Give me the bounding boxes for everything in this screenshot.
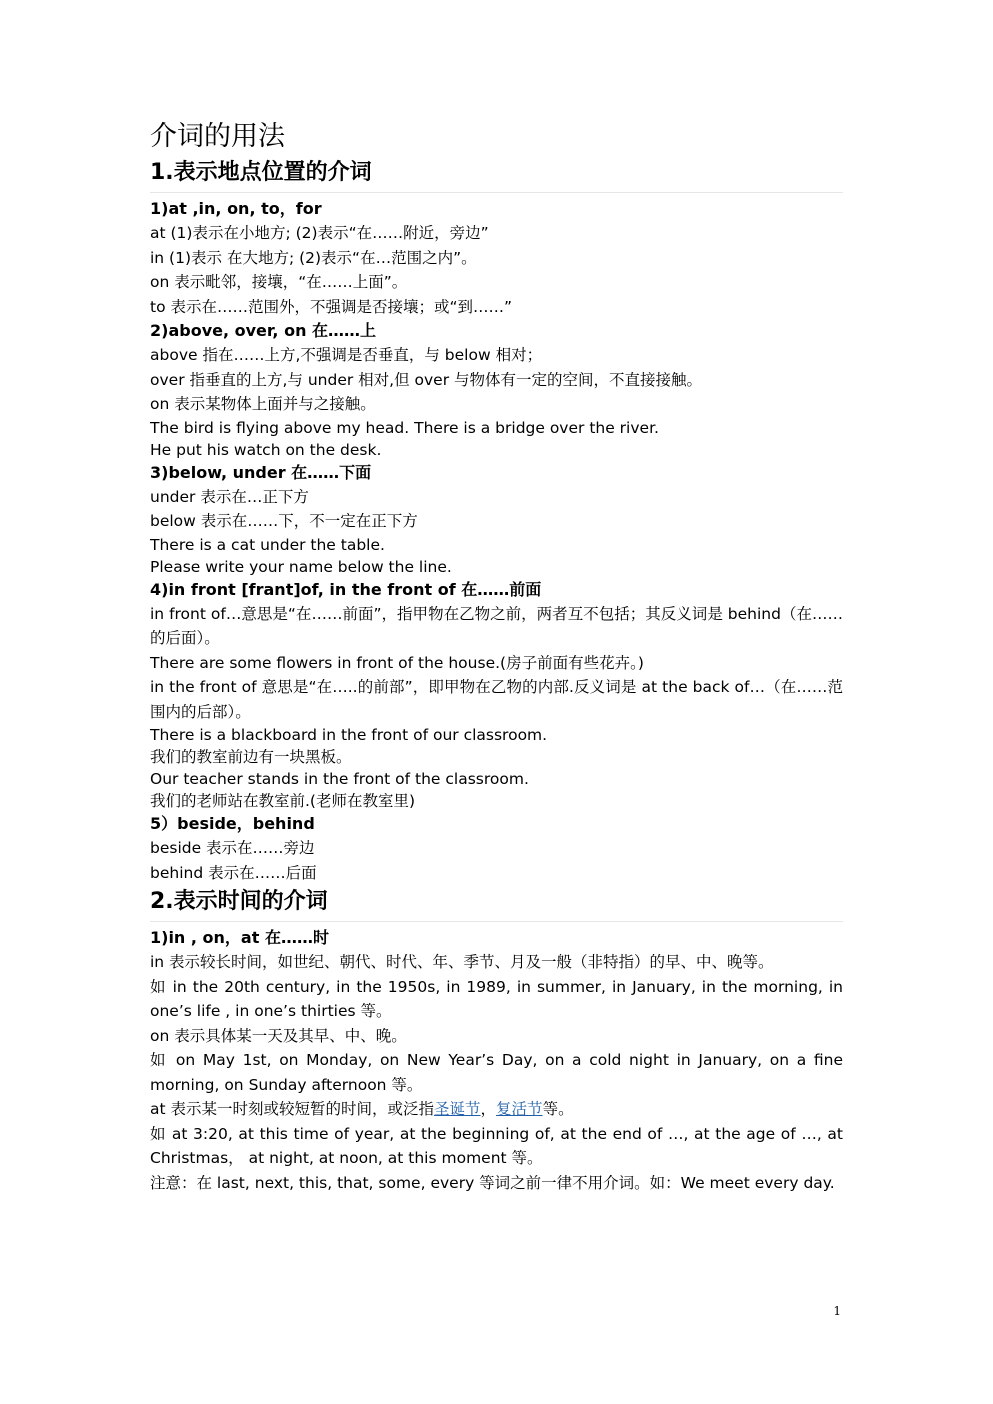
subheading-below-under: 3)below, under 在……下面 [150, 462, 372, 482]
text-line: on 表示具体某一天及其早、中、晚。 [150, 1026, 407, 1045]
text-line: under 表示在…正下方 [150, 487, 309, 506]
text-line: behind 表示在……后面 [150, 863, 317, 882]
example-line: Please write your name below the line. [150, 557, 452, 576]
text-line: to 表示在……范围外，不强调是否接壤；或“到……” [150, 297, 513, 316]
text-span: 等。 [542, 1100, 574, 1118]
text-span: ， [480, 1100, 497, 1118]
text-line: over 指垂直的上方,与 under 相对,但 over 与物体有一定的空间，不直接接触。 [150, 370, 703, 389]
text-span: at 表示某一时刻或较短暂的时间，或泛指 [150, 1100, 435, 1118]
text-line-with-links [150, 1097, 843, 1122]
text-paragraph: in front of…意思是“在……前面”，指甲物在乙物之前，两者互不包括；其反义词是 behind（在……的后面）。 [150, 604, 843, 647]
document-page [150, 118, 843, 1195]
text-line: at (1)表示在小地方; (2)表示“在……附近，旁边” [150, 224, 489, 242]
text-line: in (1)表示 在大地方; (2)表示“在…范围之内”。 [150, 248, 477, 267]
text-paragraph: in 表示较长时间，如世纪、朝代、时代、年、季节、月及一般（非特指）的早、中、晚等。 [150, 953, 774, 971]
page-number: 1 [833, 1304, 841, 1318]
example-line: He put his watch on the desk. [150, 440, 382, 459]
example-line: The bird is flying above my head. There is a bridge over the river. [150, 418, 659, 437]
subheading-at-in-on: 1)at ,in, on, to，for [150, 199, 322, 218]
subheading-above-over: 2)above, over, on 在……上 [150, 321, 377, 340]
translation-line: 我们的教室前边有一块黑板。 [150, 748, 352, 766]
text-paragraph: 如 on May 1st, on Monday, on New Year’s Day, on a cold night in January, on a fine morning, on Sunday afternoon 等。 [150, 1051, 843, 1094]
section-heading-place: 1.表示地点位置的介词 [150, 156, 843, 193]
translation-line: 我们的老师站在教室前.(老师在教室里) [150, 792, 416, 810]
subheading-in-on-at: 1)in , on，at 在……时 [150, 928, 329, 947]
text-line: below 表示在……下，不一定在正下方 [150, 512, 418, 530]
section-heading-time: 2.表示时间的介词 [150, 885, 843, 922]
subheading-in-front-of: 4)in front [frant]of, in the front of 在……前面 [150, 579, 542, 599]
text-paragraph: 如 at 3:20, at this time of year, at the beginning of, at the end of …, at the age of …, at Christmas， at night, at noon, at this moment 等。 [150, 1124, 843, 1167]
subheading-beside-behind: 5）beside，behind [150, 814, 315, 833]
example-line: There are some flowers in front of the house.(房子前面有些花卉。) [150, 653, 644, 672]
easter-link[interactable]: 复活节 [496, 1100, 543, 1118]
text-paragraph: in the front of 意思是“在…..的前部”，即甲物在乙物的内部.反义词是 at the back of…（在……范围内的后部）。 [150, 678, 843, 721]
example-line: There is a cat under the table. [150, 535, 385, 554]
text-line: above 指在……上方,不强调是否垂直，与 below 相对； [150, 346, 543, 364]
text-line: on 表示毗邻，接壤，“在……上面”。 [150, 273, 408, 291]
christmas-link[interactable]: 圣诞节 [434, 1100, 481, 1118]
example-line: There is a blackboard in the front of our classroom. [150, 726, 548, 744]
example-line: Our teacher stands in the front of the classroom. [150, 770, 529, 788]
document-title: 介词的用法 [150, 121, 285, 152]
text-line: beside 表示在……旁边 [150, 839, 315, 857]
text-paragraph: 如 in the 20th century, in the 1950s, in 1989, in summer, in January, in the morning, in one’s life , in one’s thirties 等。 [150, 977, 843, 1020]
text-paragraph: 注意：在 last, next, this, that, some, every 等词之前一律不用介词。如：We meet every day. [150, 1173, 835, 1192]
text-line: on 表示某物体上面并与之接触。 [150, 395, 376, 413]
